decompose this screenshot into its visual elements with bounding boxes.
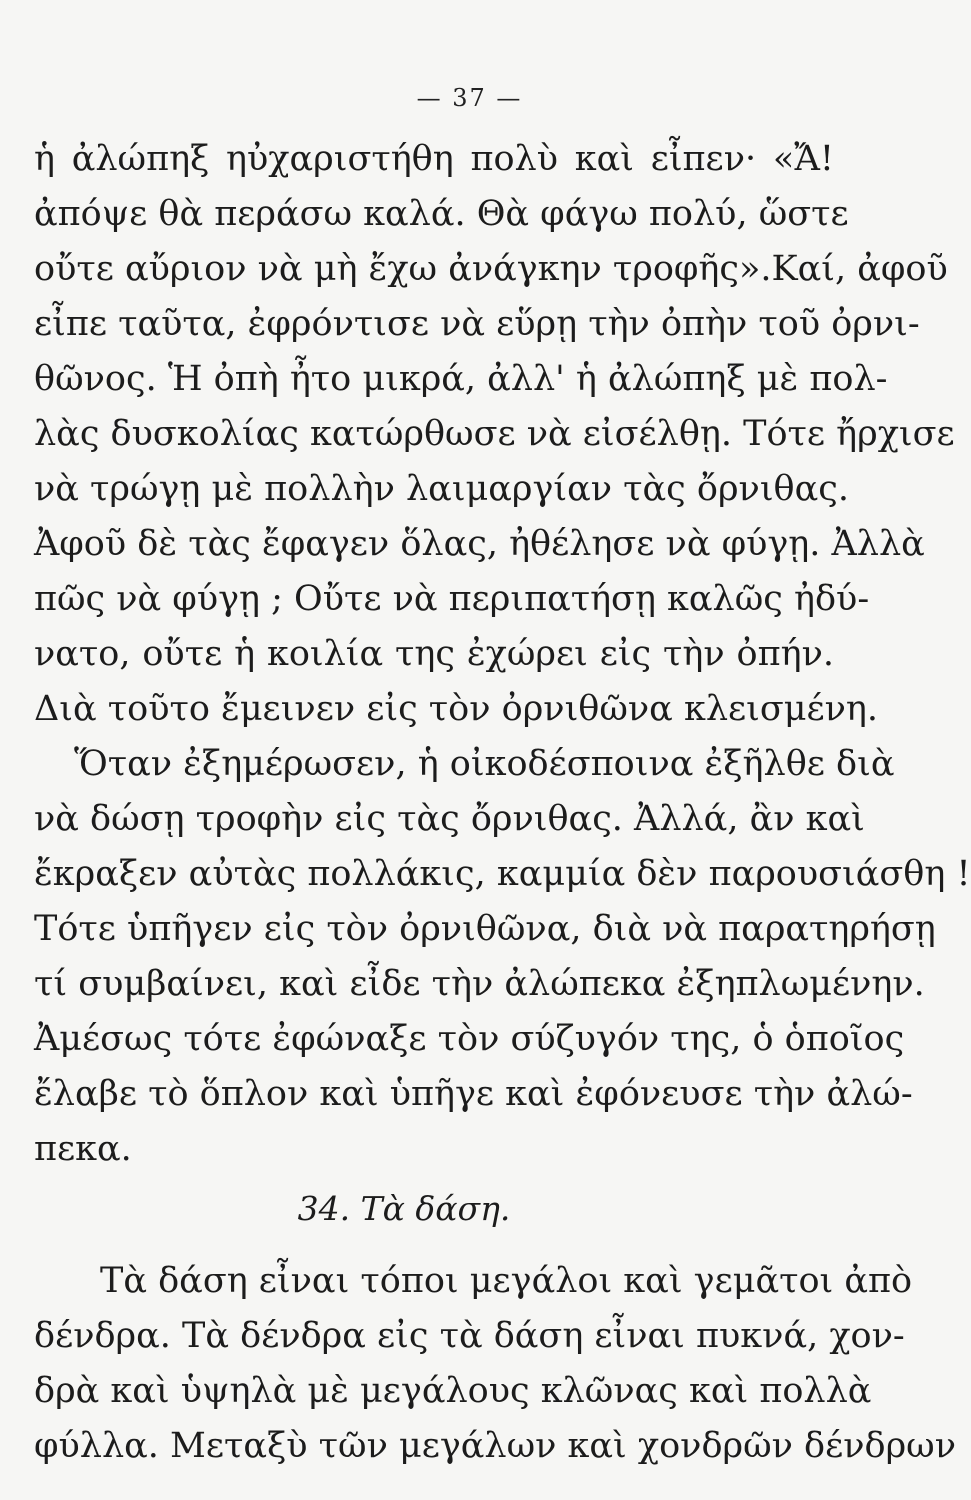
section-heading: 34. Τὰ δάση.: [297, 1189, 511, 1228]
text-line: Τότε ὑπῆγεν εἰς τὸν ὀρνιθῶνα, διὰ νὰ παρατηρήσῃ: [34, 909, 936, 949]
text-line: νὰ δώσῃ τροφὴν εἰς τὰς ὄρνιθας. Ἀλλά, ἂν καὶ: [34, 799, 865, 839]
paragraph-forests: [34, 1254, 956, 1474]
text-line: πεκα.: [34, 1129, 132, 1169]
text-line: οὔτε αὔριον νὰ μὴ ἔχω ἀνάγκην τροφῆς».Καί, ἀφοῦ: [34, 249, 948, 289]
text-line: ἡ ἀλώπηξ ηὐχαριστήθη πολὺ καὶ εἶπεν· «Ἄ!: [34, 139, 834, 179]
text-line: Διὰ τοῦτο ἔμεινεν εἰς τὸν ὀρνιθῶνα κλεισμένη.: [34, 689, 878, 729]
text-line: εἶπε ταῦτα, ἐφρόντισε νὰ εὕρῃ τὴν ὀπὴν τοῦ ὀρνι-: [34, 304, 920, 344]
text-line: πῶς νὰ φύγῃ ; Οὔτε νὰ περιπατήσῃ καλῶς ἠδύ-: [34, 579, 870, 619]
paragraph-housewife: [34, 737, 971, 1177]
text-line: νατο, οὔτε ἡ κοιλία της ἐχώρει εἰς τὴν ὀπήν.: [34, 634, 834, 674]
text-line: ἔκραξεν αὐτὰς πολλάκις, καμμία δὲν παρουσιάσθη !: [34, 854, 971, 894]
text-line: Ἀμέσως τότε ἐφώναξε τὸν σύζυγόν της, ὁ ὁποῖος: [34, 1019, 905, 1059]
page-number: — 37 —: [416, 84, 523, 112]
text-line: λὰς δυσκολίας κατώρθωσε νὰ εἰσέλθῃ. Τότε ἤρχισε: [34, 414, 955, 454]
text-line: θῶνος. Ἡ ὀπὴ ἦτο μικρά, ἀλλ' ἡ ἀλώπηξ μὲ πολ-: [34, 359, 888, 399]
text-line: τί συμβαίνει, καὶ εἶδε τὴν ἀλώπεκα ἐξηπλωμένην.: [34, 964, 925, 1004]
text-body: [34, 132, 971, 1474]
text-line: Ὅταν ἐξημέρωσεν, ἡ οἰκοδέσποινα ἐξῆλθε διὰ: [74, 744, 895, 784]
text-line: νὰ τρώγῃ μὲ πολλὴν λαιμαργίαν τὰς ὄρνιθας.: [34, 469, 849, 509]
text-line: Ἀφοῦ δὲ τὰς ἔφαγεν ὅλας, ἠθέλησε νὰ φύγῃ. Ἀλλὰ: [34, 524, 925, 564]
text-line: ἀπόψε θὰ περάσω καλά. Θὰ φάγω πολύ, ὥστε: [34, 194, 849, 234]
paragraph-fox-ending: [34, 132, 955, 737]
text-line: δρὰ καὶ ὑψηλὰ μὲ μεγάλους κλῶνας καὶ πολλὰ: [34, 1371, 872, 1411]
text-line: δένδρα. Τὰ δένδρα εἰς τὰ δάση εἶναι πυκνά, χον-: [34, 1316, 905, 1356]
text-line: Τὰ δάση εἶναι τόποι μεγάλοι καὶ γεμᾶτοι ἀπὸ: [100, 1261, 913, 1301]
text-line: φύλλα. Μεταξὺ τῶν μεγάλων καὶ χονδρῶν δένδρων: [34, 1426, 956, 1466]
text-line: ἔλαβε τὸ ὅπλον καὶ ὑπῆγε καὶ ἐφόνευσε τὴν ἀλώ-: [34, 1074, 913, 1114]
